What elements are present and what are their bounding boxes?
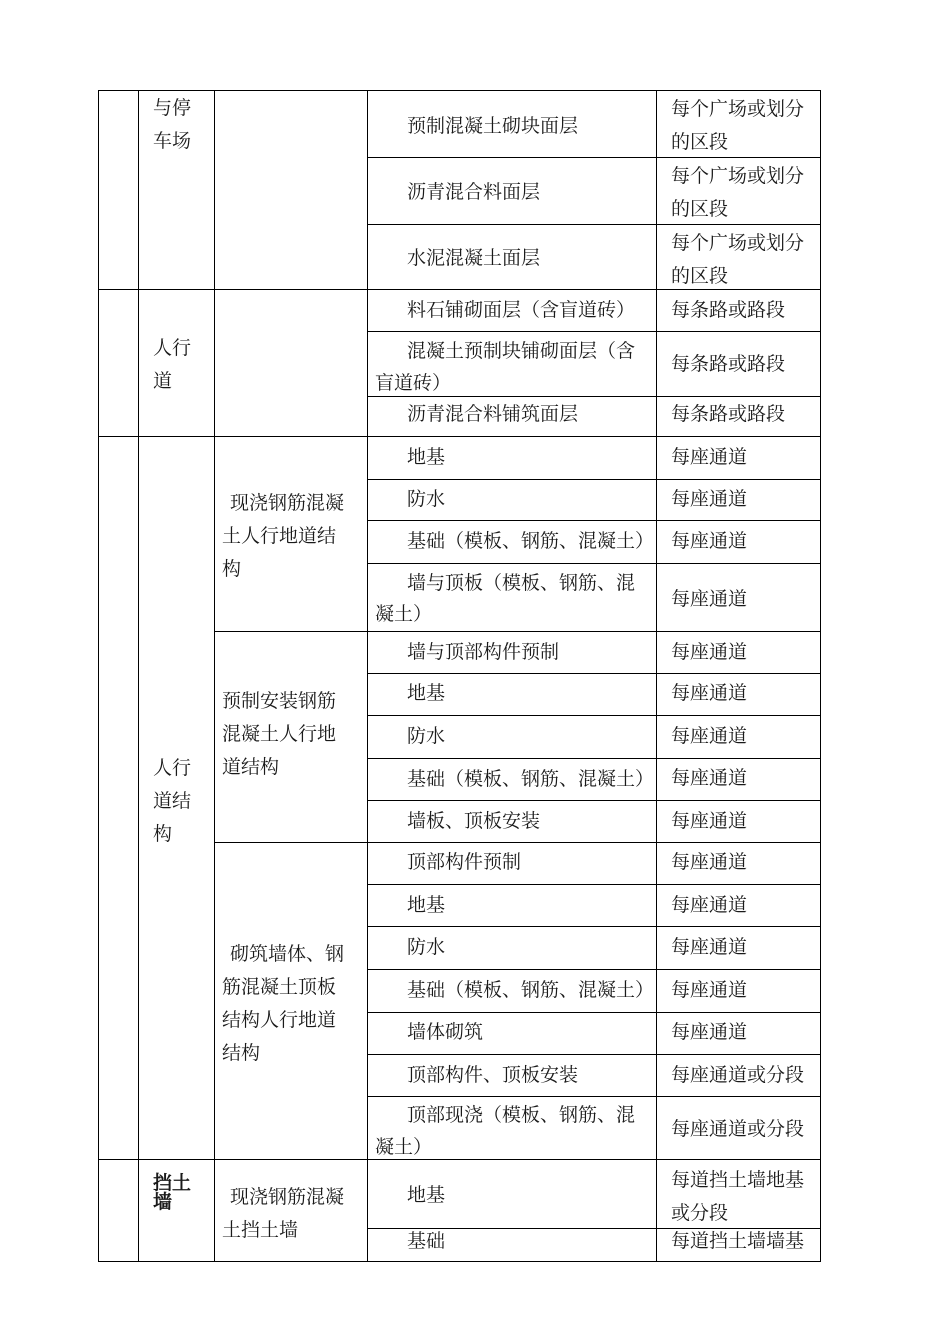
subgroup-cell-line: 现浇钢筋混凝 <box>230 492 345 514</box>
row-divider <box>367 331 821 332</box>
row-divider <box>367 224 821 225</box>
row-divider <box>367 1096 821 1097</box>
unit-cell: 每座通道 <box>671 979 748 1001</box>
item-cell: 沥青混合料铺筑面层 <box>407 403 579 425</box>
unit-cell: 每座通道 <box>671 810 748 832</box>
unit-cell: 每个广场或划分 <box>671 165 805 187</box>
subgroup-cell-line: 结构人行地道 <box>222 1009 337 1031</box>
unit-cell: 每条路或路段 <box>671 353 786 375</box>
row-divider <box>367 969 821 970</box>
group-cell-line: 构 <box>153 823 173 845</box>
subgroup-divider <box>214 842 821 843</box>
item-cell: 地基 <box>407 894 446 916</box>
item-cell: 盲道砖） <box>375 372 452 394</box>
group-cell-line: 人行 <box>153 757 192 779</box>
subgroup-cell-line: 道结构 <box>222 756 280 778</box>
table-bottom-border <box>98 1261 821 1262</box>
group-cell-line: 挡土 <box>153 1172 192 1194</box>
column-divider <box>367 90 368 1262</box>
item-cell: 基础（模板、钢筋、混凝土） <box>407 530 655 552</box>
unit-cell: 每座通道 <box>671 682 748 704</box>
unit-cell: 的区段 <box>671 131 729 153</box>
group-cell-line: 道 <box>153 370 173 392</box>
subgroup-cell-line: 预制安装钢筋 <box>222 690 337 712</box>
unit-cell: 每座通道 <box>671 725 748 747</box>
unit-cell: 的区段 <box>671 198 729 220</box>
subgroup-cell-line: 现浇钢筋混凝 <box>230 1186 345 1208</box>
unit-cell: 每座通道 <box>671 894 748 916</box>
subgroup-cell-line: 混凝土人行地 <box>222 723 337 745</box>
subgroup-divider <box>214 631 821 632</box>
item-cell: 凝土） <box>375 603 433 625</box>
group-cell-line: 道结 <box>153 790 192 812</box>
column-divider <box>656 90 657 1262</box>
row-divider <box>367 926 821 927</box>
column-divider <box>820 90 821 1262</box>
unit-cell: 每座通道 <box>671 1021 748 1043</box>
row-divider <box>367 758 821 759</box>
row-divider <box>367 800 821 801</box>
unit-cell: 或分段 <box>671 1202 729 1224</box>
column-divider <box>214 90 215 1262</box>
subgroup-cell-line: 构 <box>222 558 242 580</box>
subgroup-cell-line: 结构 <box>222 1042 261 1064</box>
subgroup-cell-line: 砌筑墙体、钢 <box>230 943 345 965</box>
item-cell: 基础（模板、钢筋、混凝土） <box>407 979 655 1001</box>
unit-cell: 每座通道 <box>671 767 748 789</box>
subgroup-cell-line: 土人行地道结 <box>222 525 337 547</box>
unit-cell: 每道挡土墙墙基 <box>671 1230 805 1252</box>
item-cell: 墙体砌筑 <box>407 1021 484 1043</box>
group-divider <box>98 436 821 437</box>
unit-cell: 每座通道 <box>671 851 748 873</box>
item-cell: 基础 <box>407 1230 446 1252</box>
row-divider <box>367 479 821 480</box>
row-divider <box>367 884 821 885</box>
unit-cell: 每座通道或分段 <box>671 1118 805 1140</box>
item-cell: 防水 <box>407 725 446 747</box>
subgroup-cell-line: 筋混凝土顶板 <box>222 976 337 998</box>
group-cell-line: 墙 <box>153 1191 173 1213</box>
group-divider <box>98 90 821 91</box>
item-cell: 沥青混合料面层 <box>407 181 541 203</box>
item-cell: 顶部构件、顶板安装 <box>407 1064 579 1086</box>
item-cell: 顶部现浇（模板、钢筋、混 <box>407 1104 636 1126</box>
row-divider <box>367 715 821 716</box>
column-divider <box>138 90 139 1262</box>
unit-cell: 每座通道 <box>671 488 748 510</box>
item-cell: 顶部构件预制 <box>407 851 522 873</box>
item-cell: 防水 <box>407 488 446 510</box>
unit-cell: 的区段 <box>671 265 729 287</box>
unit-cell: 每道挡土墙地基 <box>671 1169 805 1191</box>
item-cell: 基础（模板、钢筋、混凝土） <box>407 768 655 790</box>
item-cell: 预制混凝土砌块面层 <box>407 115 579 137</box>
item-cell: 防水 <box>407 936 446 958</box>
row-divider <box>367 157 821 158</box>
group-cell-line: 与停 <box>153 97 192 119</box>
unit-cell: 每个广场或划分 <box>671 232 805 254</box>
item-cell: 料石铺砌面层（含盲道砖） <box>407 299 636 321</box>
item-cell: 墙与顶板（模板、钢筋、混 <box>407 572 636 594</box>
subgroup-cell-line: 土挡土墙 <box>222 1219 299 1241</box>
row-divider <box>367 563 821 564</box>
column-divider <box>98 90 99 1262</box>
item-cell: 凝土） <box>375 1136 433 1158</box>
row-divider <box>367 520 821 521</box>
group-divider <box>98 1159 821 1160</box>
row-divider <box>367 673 821 674</box>
group-cell-line: 人行 <box>153 337 192 359</box>
unit-cell: 每座通道 <box>671 446 748 468</box>
row-divider <box>367 1012 821 1013</box>
item-cell: 地基 <box>407 1184 446 1206</box>
unit-cell: 每个广场或划分 <box>671 98 805 120</box>
item-cell: 墙板、顶板安装 <box>407 810 541 832</box>
unit-cell: 每条路或路段 <box>671 403 786 425</box>
item-cell: 地基 <box>407 682 446 704</box>
group-cell-line: 车场 <box>153 130 192 152</box>
unit-cell: 每条路或路段 <box>671 299 786 321</box>
item-cell: 混凝土预制块铺砌面层（含 <box>407 340 636 362</box>
unit-cell: 每座通道 <box>671 530 748 552</box>
item-cell: 墙与顶部构件预制 <box>407 641 560 663</box>
unit-cell: 每座通道 <box>671 936 748 958</box>
item-cell: 地基 <box>407 446 446 468</box>
unit-cell: 每座通道 <box>671 588 748 610</box>
unit-cell: 每座通道或分段 <box>671 1064 805 1086</box>
item-cell: 水泥混凝土面层 <box>407 247 541 269</box>
row-divider <box>367 1054 821 1055</box>
unit-cell: 每座通道 <box>671 641 748 663</box>
